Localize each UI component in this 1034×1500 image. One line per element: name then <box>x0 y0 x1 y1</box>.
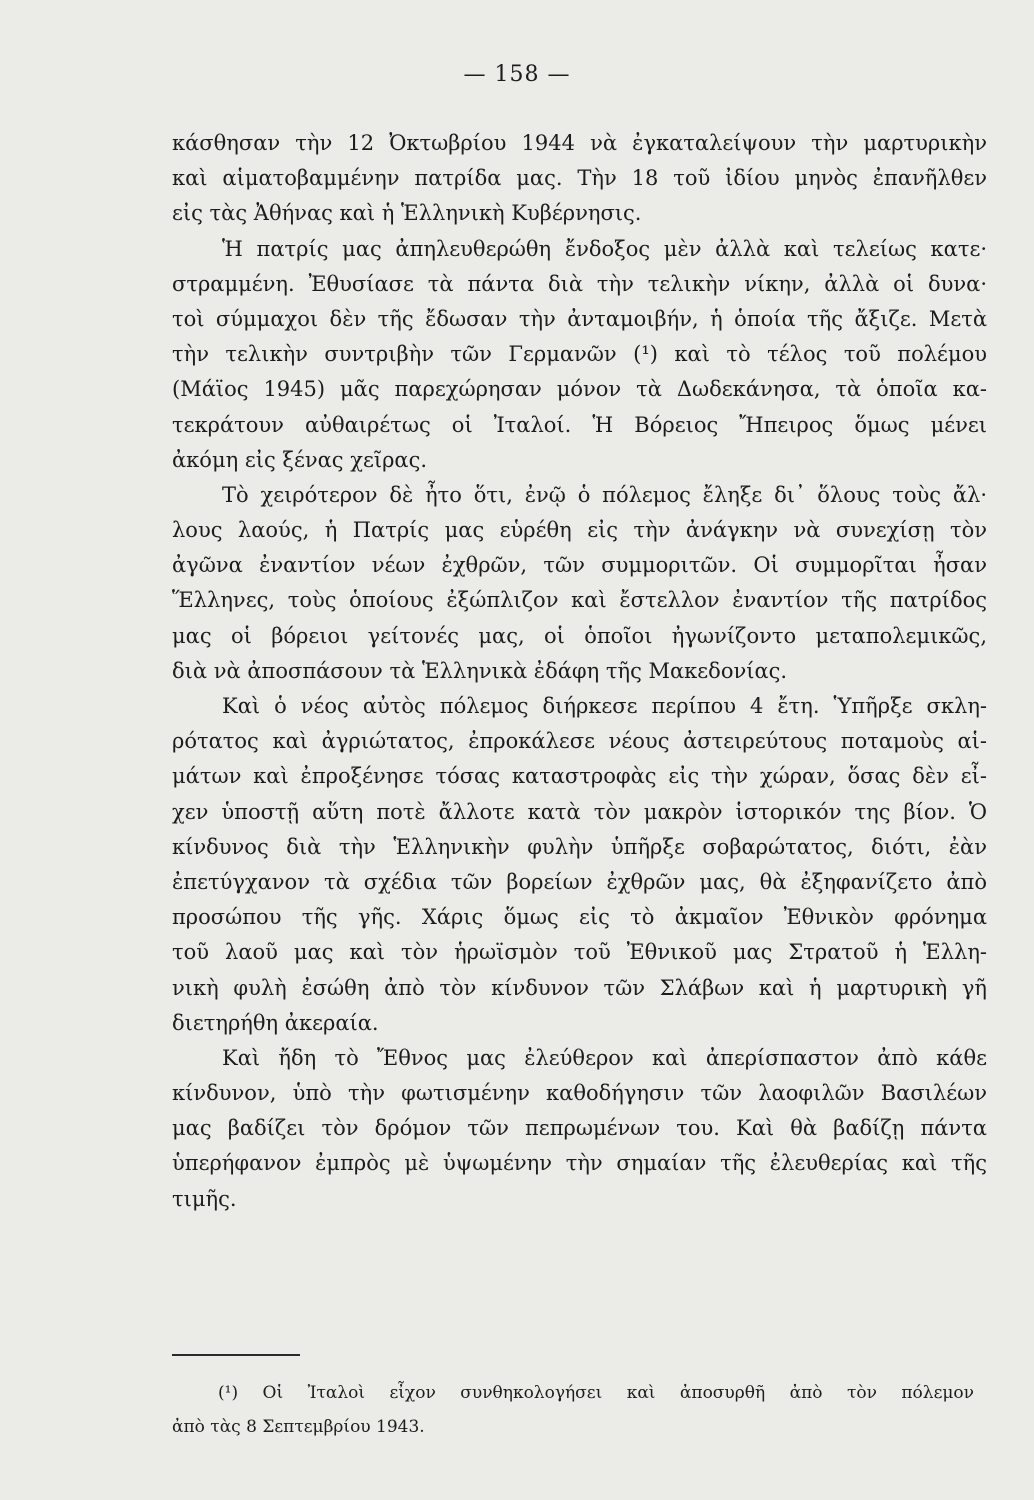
text-line: Ἡ πατρίς μας ἀπηλευθερώθη ἔνδοξος μὲν ἀλλὰ καὶ τελείως κατε· <box>222 236 987 261</box>
footnote-divider <box>172 1354 300 1356</box>
text-line: Ἕλληνες, τοὺς ὁποίους ἐξώπλιζον καὶ ἔστελλον ἐναντίον τῆς πατρίδος <box>172 588 987 613</box>
text-line: διετηρήθη ἀκεραία. <box>172 1010 379 1035</box>
text-line: (Μάϊος 1945) μᾶς παρεχώρησαν μόνον τὰ Δωδεκάνησα, τὰ ὁποῖα κα- <box>172 377 987 402</box>
text-line: κίνδυνον, ὑπὸ τὴν φωτισμένην καθοδήγησιν τῶν λαοφιλῶν Βασιλέων <box>172 1081 987 1106</box>
text-line: διὰ νὰ ἀποσπάσουν τὰ Ἑλληνικὰ ἐδάφη τῆς Μακεδονίας. <box>172 658 788 683</box>
text-line: τιμῆς. <box>172 1186 237 1211</box>
text-line: ἐπετύγχανον τὰ σχέδια τῶν βορείων ἐχθρῶν μας, θὰ ἐξηφανίζετο ἀπὸ <box>172 869 987 894</box>
text-line: καὶ αἱματοβαμμένην πατρίδα μας. Τὴν 18 τοῦ ἰδίου μηνὸς ἐπανῆλθεν <box>172 166 987 191</box>
text-line: εἰς τὰς Ἀθήνας καὶ ἡ Ἑλληνικὴ Κυβέρνησις. <box>172 201 642 226</box>
footnote <box>172 1376 974 1444</box>
body-text <box>172 126 987 1217</box>
text-line: χεν ὑποστῇ αὕτη ποτὲ ἄλλοτε κατὰ τὸν μακρὸν ἱστορικόν της βίον. Ὁ <box>172 799 987 824</box>
text-line: Καὶ ὁ νέος αὐτὸς πόλεμος διήρκεσε περίπου 4 ἔτη. Ὑπῆρξε σκλη- <box>222 694 987 718</box>
text-line: ἀκόμη εἰς ξένας χεῖρας. <box>172 447 428 472</box>
text-line: μας οἱ βόρειοι γείτονές μας, οἱ ὁποῖοι ἠγωνίζοντο μεταπολεμικῶς, <box>172 623 987 648</box>
footnote-line: ἀπὸ τὰς 8 Σεπτεμβρίου 1943. <box>172 1417 425 1437</box>
footnote-line: (¹) Οἱ Ἰταλοὶ εἶχον συνθηκολογήσει καὶ ἀποσυρθῆ ἀπὸ τὸν πόλεμον <box>218 1383 974 1403</box>
text-line: ὑπερήφανον ἐμπρὸς μὲ ὑψωμένην τὴν σημαίαν τῆς ἐλευθερίας καὶ τῆς <box>172 1151 987 1176</box>
text-line: Καὶ ἤδη τὸ Ἔθνος μας ἐλεύθερον καὶ ἀπερίσπαστον ἀπὸ κάθε <box>222 1045 987 1070</box>
text-line: τοὶ σύμμαχοι δὲν τῆς ἔδωσαν τὴν ἀνταμοιβήν, ἡ ὁποία τῆς ἄξιζε. Μετὰ <box>172 306 987 331</box>
text-line: τὴν τελικὴν συντριβὴν τῶν Γερμανῶν (¹) καὶ τὸ τέλος τοῦ πολέμου <box>172 342 987 367</box>
text-line: ρότατος καὶ ἀγριώτατος, ἐπροκάλεσε νέους ἀστειρεύτους ποταμοὺς αἱ- <box>172 729 987 754</box>
text-line: κίνδυνος διὰ τὴν Ἑλληνικὴν φυλὴν ὑπῆρξε σοβαρώτατος, διότι, ἐὰν <box>172 834 987 859</box>
text-line: τεκράτουν αὐθαιρέτως οἱ Ἰταλοί. Ἡ Βόρειος Ἤπειρος ὅμως μένει <box>172 412 987 437</box>
text-line: λους λαούς, ἡ Πατρίς μας εὑρέθη εἰς τὴν ἀνάγκην νὰ συνεχίσῃ τὸν <box>172 518 987 543</box>
text-line: νικὴ φυλὴ ἐσώθη ἀπὸ τὸν κίνδυνον τῶν Σλάβων καὶ ἡ μαρτυρικὴ γῆ <box>172 975 987 1000</box>
text-line: μάτων καὶ ἐπροξένησε τόσας καταστροφὰς εἰς τὴν χώραν, ὅσας δὲν εἶ- <box>172 764 987 789</box>
text-line: κάσθησαν τὴν 12 Ὀκτωβρίου 1944 νὰ ἐγκαταλείψουν τὴν μαρτυρικὴν <box>172 131 987 155</box>
text-line: Τὸ χειρότερον δὲ ἦτο ὅτι, ἐνῷ ὁ πόλεμος ἔληξε δι᾿ ὅλους τοὺς ἄλ· <box>222 482 987 507</box>
page-number: — 158 — <box>463 62 571 87</box>
text-line: στραμμένη. Ἐθυσίασε τὰ πάντα διὰ τὴν τελικὴν νίκην, ἀλλὰ οἱ δυνα· <box>172 271 987 296</box>
text-line: ἀγῶνα ἐναντίον νέων ἐχθρῶν, τῶν συμμοριτῶν. Οἱ συμμορῖται ἦσαν <box>172 553 987 578</box>
text-line: τοῦ λαοῦ μας καὶ τὸν ἡρωϊσμὸν τοῦ Ἐθνικοῦ μας Στρατοῦ ἡ Ἑλλη- <box>172 940 987 965</box>
text-line: μας βαδίζει τὸν δρόμον τῶν πεπρωμένων του. Καὶ θὰ βαδίζῃ πάντα <box>172 1116 987 1141</box>
text-line: προσώπου τῆς γῆς. Χάρις ὅμως εἰς τὸ ἀκμαῖον Ἐθνικὸν φρόνημα <box>172 905 987 930</box>
